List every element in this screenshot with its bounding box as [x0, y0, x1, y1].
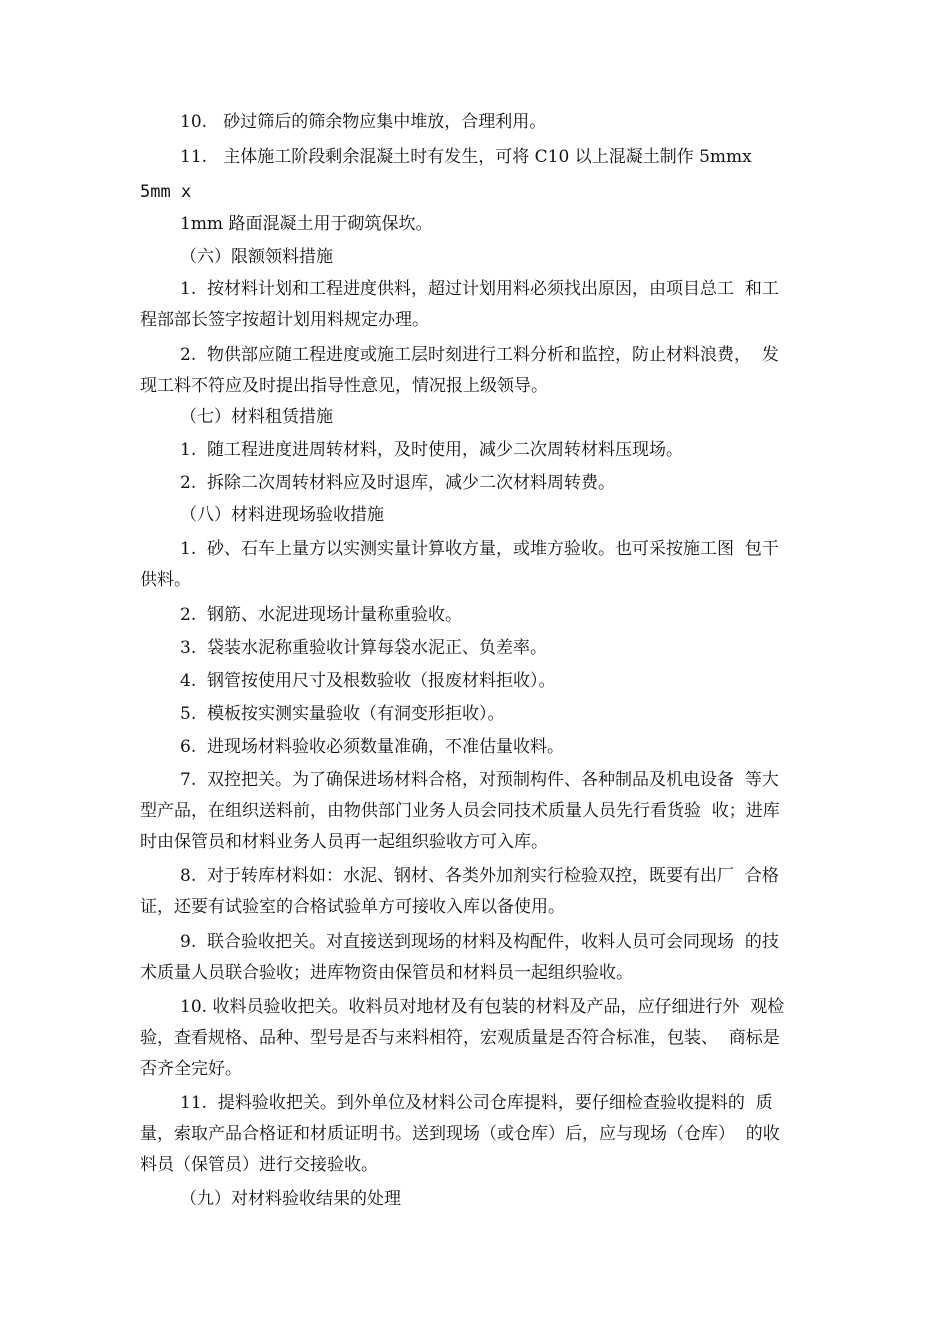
text-line: 10. 砂过筛后的筛余物应集中堆放，合理利用。: [180, 112, 547, 132]
text-line: 6. 进现场材料验收必须数量准确，不准估量收料。: [180, 737, 565, 757]
text-line: 料员（保管员）进行交接验收。: [140, 1155, 378, 1175]
text-line: 型产品，在组织送料前，由物供部门业务人员会同技术质量人员先行看货验 收；进库: [140, 801, 780, 821]
text-line: 供料。: [140, 570, 191, 590]
text-line: 10. 收料员验收把关。收料员对地材及有包装的材料及产品，应仔细进行外 观检: [180, 997, 785, 1017]
text-line: 现工料不符应及时提出指导性意见，情况报上级领导。: [140, 376, 548, 396]
section-heading: （七）材料租赁措施: [180, 407, 333, 427]
text-line: 3. 袋装水泥称重验收计算每袋水泥正、负差率。: [180, 638, 548, 658]
text-line: 5mm x: [140, 182, 192, 202]
section-heading: （六）限额领料措施: [180, 247, 333, 267]
text-line: 2. 拆除二次周转材料应及时退库，减少二次材料周转费。: [180, 473, 616, 493]
text-line: 5. 模板按实测实量验收（有洞变形拒收）。: [180, 704, 505, 724]
text-line: 8. 对于转库材料如：水泥、钢材、各类外加剂实行检验双控，既要有出厂 合格: [180, 866, 779, 886]
text-line: 2. 钢筋、水泥进现场计量称重验收。: [180, 605, 463, 625]
text-line: 7. 双控把关。为了确保进场材料合格，对预制构件、各种制品及机电设备 等大: [180, 770, 779, 790]
section-heading: （九）对材料验收结果的处理: [180, 1189, 401, 1209]
text-line: 1. 随工程进度进周转材料，及时使用，减少二次周转材料压现场。: [180, 440, 684, 460]
text-line: 否齐全完好。: [140, 1059, 242, 1079]
text-line: 术质量人员联合验收；进库物资由保管员和材料员一起组织验收。: [140, 963, 633, 983]
text-line: 1mm 路面混凝土用于砌筑保坎。: [180, 214, 433, 234]
text-line: 1. 按材料计划和工程进度供料，超过计划用料必须找出原因，由项目总工 和工: [180, 279, 779, 299]
text-line: 证，还要有试验室的合格试验单方可接收入库以备使用。: [140, 897, 565, 917]
text-line: 时由保管员和材料业务人员再一起组织验收方可入库。: [140, 832, 548, 852]
text-line: 4. 钢管按使用尺寸及根数验收（报废材料拒收）。: [180, 671, 556, 691]
text-line: 11. 提料验收把关。到外单位及材料公司仓库提料，要仔细检查验收提料的 质: [180, 1093, 773, 1113]
section-heading: （八）材料进现场验收措施: [180, 505, 384, 525]
text-line: 9. 联合验收把关。对直接送到现场的材料及构配件，收料人员可会同现场 的技: [180, 932, 779, 952]
text-line: 11. 主体施工阶段剩余混凝土时有发生，可将 C10 以上混凝土制作 5mmx: [180, 147, 752, 167]
text-line: 1. 砂、石车上量方以实测实量计算收方量，或堆方验收。也可采按施工图 包干: [180, 539, 779, 559]
text-line: 量，索取产品合格证和材质证明书。送到现场（或仓库）后，应与现场（仓库） 的收: [140, 1124, 780, 1144]
text-line: 验，查看规格、品种、型号是否与来料相符，宏观质量是否符合标准，包装、 商标是: [140, 1028, 780, 1048]
text-line: 2. 物供部应随工程进度或施工层时刻进行工料分析和监控，防止材料浪费， 发: [180, 345, 779, 365]
text-line: 程部部长签字按超计划用料规定办理。: [140, 310, 429, 330]
